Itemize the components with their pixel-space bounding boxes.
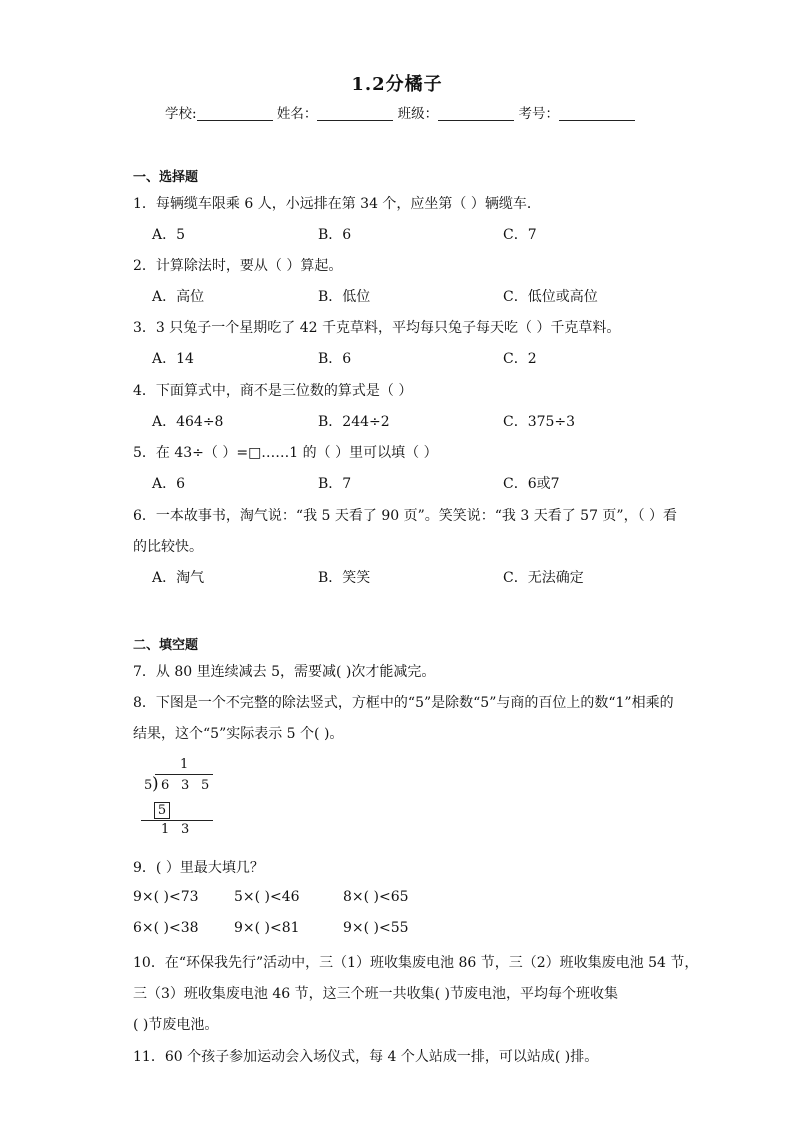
question-10-line3: ( )节废电池。 <box>133 1017 219 1033</box>
division-bar <box>155 774 213 775</box>
question-6-continued: 的比较快。 <box>133 539 203 555</box>
q9-row1-item2: 5×( )<46 <box>234 889 300 905</box>
question-8-continued: 结果，这个“5”实际表示 5 个( )。 <box>133 726 344 742</box>
section-title-choice: 一、选择题 <box>133 170 199 185</box>
q4-option-b: B．244÷2 <box>318 414 390 430</box>
q4-option-c: C．375÷3 <box>503 414 576 430</box>
q3-option-b: B．6 <box>318 351 352 367</box>
q1-option-c: C．7 <box>503 227 537 243</box>
name-blank <box>317 106 393 121</box>
question-7: 7．从 80 里连续减去 5，需要减( )次才能减完。 <box>133 664 436 680</box>
subtraction-line <box>141 820 213 821</box>
q2-option-b: B．低位 <box>318 289 371 305</box>
q6-option-a: A．淘气 <box>152 570 205 586</box>
q5-option-b: B．7 <box>318 476 352 492</box>
q2-option-a: A．高位 <box>152 289 205 305</box>
q3-option-a: A．14 <box>152 351 194 367</box>
school-label: 学校: <box>165 106 197 122</box>
q1-option-b: B．6 <box>318 227 352 243</box>
q9-row2-item3: 9×( )<55 <box>343 920 409 936</box>
section-title-fill-blank: 二、填空题 <box>133 638 199 653</box>
exam-no-label: 考号： <box>518 106 559 122</box>
question-6: 6．一本故事书，淘气说：“我 5 天看了 90 页”。笑笑说：“我 3 天看了 57 页”，（ ）看 <box>133 508 678 524</box>
class-label: 班级： <box>397 106 439 122</box>
question-9: 9．( ）里最大填几？ <box>133 860 264 876</box>
question-11: 11．60 个孩子参加运动会入场仪式，每 4 个人站成一排，可以站成( )排。 <box>133 1049 599 1065</box>
q4-option-a: A．464÷8 <box>152 414 224 430</box>
dividend-digit-3: 5 <box>201 778 210 793</box>
q9-row1-item3: 8×( )<65 <box>343 889 409 905</box>
question-4: 4．下面算式中，商不是三位数的算式是（ ） <box>133 383 413 399</box>
question-3: 3．3 只兔子一个星期吃了 42 千克草料，平均每只兔子每天吃（ ）千克草料。 <box>133 320 621 336</box>
question-8: 8．下图是一个不完整的除法竖式，方框中的“5”是除数“5”与商的百位上的数“1”相乘的 <box>133 695 674 711</box>
q5-option-c: C．6或7 <box>503 476 560 492</box>
q1-option-a: A．5 <box>152 227 186 243</box>
name-label: 姓名： <box>276 106 318 122</box>
q2-option-c: C．低位或高位 <box>503 289 598 305</box>
remainder-digit-1: 1 <box>161 822 170 837</box>
question-5: 5．在 43÷（ ）=□……1 的（ ）里可以填（ ） <box>133 445 438 461</box>
division-quotient: 1 <box>180 757 189 772</box>
question-10: 10．在“环保我先行”活动中，三（1）班收集废电池 86 节，三（2）班收集废电池 54 节， <box>133 955 699 971</box>
q6-option-b: B．笑笑 <box>318 570 371 586</box>
dividend-digit-1: 6 <box>161 778 170 793</box>
boxed-product-digit: 5 <box>154 802 170 819</box>
student-info-line <box>165 102 635 122</box>
division-divisor: 5 <box>144 778 153 793</box>
q3-option-c: C．2 <box>503 351 537 367</box>
q9-row1-item1: 9×( )<73 <box>133 889 199 905</box>
remainder-digit-2: 3 <box>181 822 190 837</box>
q9-row2-item1: 6×( )<38 <box>133 920 199 936</box>
school-blank <box>197 106 273 121</box>
class-blank <box>438 106 514 121</box>
q9-row2-item2: 9×( )<81 <box>234 920 300 936</box>
question-1: 1．每辆缆车限乘 6 人，小远排在第 34 个，应坐第（ ）辆缆车． <box>133 196 541 212</box>
question-10-line2: 三（3）班收集废电池 46 节，这三个班一共收集( )节废电池，平均每个班收集 <box>133 986 618 1002</box>
page-title: 1.2分橘子 <box>351 74 443 95</box>
exam-no-blank <box>559 106 635 121</box>
dividend-digit-2: 3 <box>181 778 190 793</box>
question-2: 2．计算除法时，要从（ ）算起。 <box>133 258 343 274</box>
q6-option-c: C．无法确定 <box>503 570 584 586</box>
division-bracket: ) <box>152 774 159 794</box>
q5-option-a: A．6 <box>152 476 186 492</box>
